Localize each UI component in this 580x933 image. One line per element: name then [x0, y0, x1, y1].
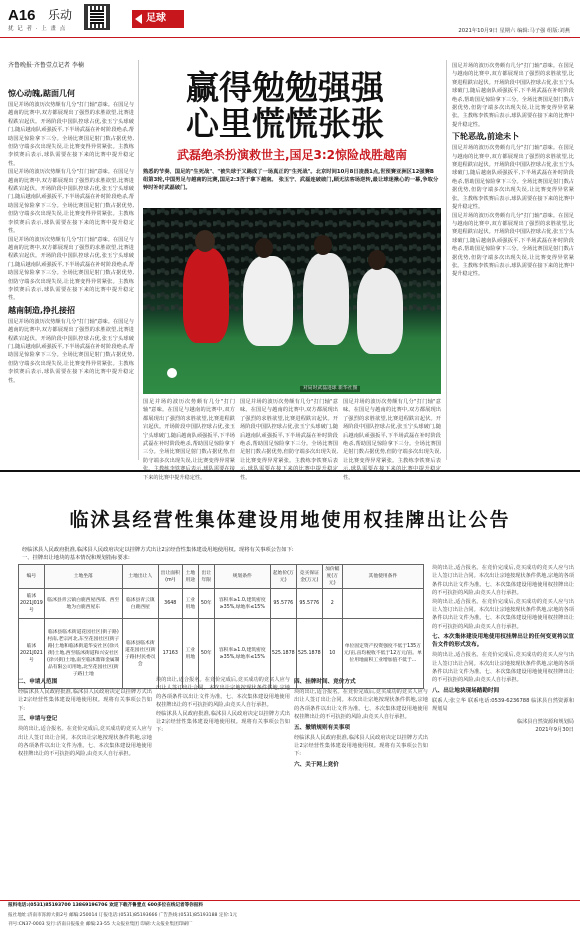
page-header	[0, 0, 580, 38]
editor-row: 扰 记 者 · 上 畫 点	[8, 26, 67, 32]
th-other: 其他使用条件	[342, 565, 423, 589]
footer-line-3: 刊号:CN37-0003 发行:济南日报报业 邮编:23-55 大众报业集团 印刷:大众报业集团印刷厂	[8, 922, 193, 927]
table-cell: 临沭2021J021号	[19, 619, 45, 689]
table-cell: 50年	[198, 589, 214, 619]
th-area: 出让面积(m²)	[158, 565, 182, 589]
subhead-left-2: 越南制造,挣扎接招	[8, 305, 76, 315]
player-white-2-head	[314, 235, 332, 255]
th-location: 土地坐落	[44, 565, 122, 589]
th-no: 编号	[19, 565, 45, 589]
notice-section-6: 六、关于网上竞价	[294, 761, 339, 768]
lead-paragraph	[143, 168, 439, 192]
lead-text: 熟悉的节奏、国足的"生死战"、"被失球于又踢成了一场真正的"生死战"。北京时间10月8日凌晨1点,世预赛亚洲区12强赛B组第3轮,中国男足与越南的比赛,国足2:3苦于拿下越南。	[143, 169, 434, 183]
headline	[150, 70, 420, 142]
table-cell: 95.5776	[296, 589, 322, 619]
notice-section-3: 三、申请与登记	[18, 716, 58, 723]
notice-section-2: 二、申请人范围	[18, 679, 58, 685]
notice-text: 经临沭县人民政府批准,临沭县人民政府决定以挂牌方式出让2宗经营性集体建设用地使用权。现将有关事项公告如下:	[294, 734, 428, 758]
notice-text: 块的出让,适合报名。在竞价完成后,竞买成功的竞买人应与出让人签订出让合同。本次出让宗地按现状条件供地,宗地的各项条件以出让文件为准。七、本次集体建设用地使用权挂牌出让的不可抗拒的风险,由竞买人自行承担。	[18, 726, 152, 758]
notice-column-2	[156, 676, 290, 906]
article-column-right	[452, 62, 574, 464]
column-text: 国足并场的波历次势颇有几分"打门轴"意味。在国足与越南的比赛中,双方都展现出了强烈的求胜欲望,比赛进程跌宕起伏。开场阶段中国队控球占优,张玉宁头球破门,随后越南队顽强扳平,下半场武磊在补时阶段绝杀,帮助国足惊险拿下三分。全场比赛国足射门数占据优势,但防守端多次出现失误,让比赛变得异常紧张。主教练李铁赛后表示,球队需要在接下来的比赛中提升稳定性。	[8, 236, 134, 302]
notice-text: 块的出让,适合报名。在竞价完成后,竞买成功的竞买人应与出让人签订出让合同。本次出让宗地按现状条件供地,宗地的各项条件以出让文件为准。七、本次集体建设用地使用权挂牌出让的不可抗拒的风险,由竞买人自行承担。	[432, 652, 574, 684]
byline: 齐鲁晚报·齐鲁壹点记者 李楠	[8, 62, 84, 69]
subhead-right: 下轮恶战,前途未卜	[452, 132, 520, 142]
player-white-3	[357, 268, 403, 354]
th-grantor: 土地出让人	[122, 565, 158, 589]
qr-code-pattern	[90, 10, 104, 24]
table-cell	[342, 589, 423, 619]
player-white-2	[303, 253, 349, 345]
player-red	[183, 248, 229, 343]
table-row	[19, 589, 424, 619]
notice-title: 临沭县经营性集体建设用地使用权挂牌出让公告	[69, 509, 511, 531]
table-cell: 525.1878	[296, 619, 322, 689]
column-text: 国足并场的波历次势颇有几分"打门轴"意味。在国足与越南的比赛中,双方都展现出了强烈的求胜欲望,比赛进程跌宕起伏。开场阶段中国队控球占优,张玉宁头球破门,随后越南队顽强扳平,下半场武磊在补时阶段绝杀,帮助国足惊险拿下三分。全场比赛国足射门数占据优势,但防守端多次出现失误,让比赛变得异常紧张。主教练李铁赛后表示,球队需要在接下来的比赛中提升稳定性。	[452, 63, 574, 128]
th-use: 土地用途	[182, 565, 198, 589]
notice-section-4: 四、挂牌时间、竞价方式	[294, 679, 356, 685]
notice-text: 经临沭县人民政府批准,临沭县人民政府决定以挂牌方式出让2宗经营性集体建设用地使用权。现将有关事项公告如下:	[156, 710, 290, 734]
column-divider	[446, 60, 447, 460]
column-text: 国足并场的波历次势颇有几分"打门轴"意味。在国足与越南的比赛中,双方都展现出了强烈的求胜欲望,比赛进程跌宕起伏。开场阶段中国队控球占优,张玉宁头球破门,随后越南队顽强扳平,下半场武磊在补时阶段绝杀,帮助国足惊险拿下三分。全场比赛国足射门数占据优势,但防守端多次出现失误,让比赛变得异常紧 下来的比赛中提升稳定性。	[143, 399, 235, 481]
table-cell: 临沭县临术街道花园社区(街子路)村南,老宗河北,东至花园社区(街子路)土地和临沭街道华安社区(徐兴街)土地,西至临沭街道和兴安社区(徐兴街)土地,南至临沭鼎锋金属制品有限公司用地,北至花园社区(街子路)土地	[44, 619, 122, 689]
notice-section-1: 一、挂牌出让地块的基本情况和规划指标要求:	[22, 555, 130, 561]
match-photo	[143, 208, 441, 394]
football	[167, 368, 177, 378]
article-column-mid-2	[240, 398, 338, 481]
th-increment: 加价幅度(万元)	[322, 565, 342, 589]
land-table	[18, 564, 424, 689]
headline-line-1: 赢得勉勉强强	[186, 68, 384, 107]
notice-text: 块的出让,适合报名。在竞价完成后,竞买成功的竞买人应与出让人签订出让合同。本次出让宗地按现状条件供地,宗地的各项条件以出让文件为准。七、本次集体建设用地使用权挂牌出让的不可抗拒的风险,由竞买人自行承担。	[294, 689, 428, 721]
notice-section-5: 五、撤销规则有关事项	[294, 724, 350, 731]
th-start-price: 起始价(万元)	[270, 565, 296, 589]
notice-text: 块的出让,适合报名。在竞价完成后,竞买成功的竞买人应与出让人签订出让合同。本次出让宗地按现状条件供地,宗地的各项条件以出让文件为准。七、本次集体建设用地使用权挂牌出让的不可抗拒的风险,由竞买人自行承担。	[432, 598, 574, 630]
column-text: 国足并场的波历次势颇有几分"打门轴"意味。在国足与越南的比赛中,双方都展现出了强烈的求胜欲望,比赛进程跌宕起伏。开场阶段中国队控球占优,张玉宁头球破门,随后越南队顽强扳平,下半场武磊在补时阶段绝杀,帮助国足惊险拿下三分。全场比赛国足射门数占据优势,但防守端多次出现失误,让比赛变得异常紧张。主教练李铁赛后表 性。	[240, 399, 338, 481]
lead-text-2: 张玉宁、武磊连破破门,顾无法客场逆转,最让球迷揪心的一幕,争取分钟时补时武磊破门。	[143, 177, 439, 191]
table-cell: 单位固定资产投资强度不低于135万元/亩,亩均税收不低于12万元/亩。单位用地面积工业增加值不低于...	[342, 619, 423, 689]
headline-line-2: 心里慌慌张张	[186, 104, 384, 143]
page-number: A16	[8, 7, 36, 24]
th-plan: 规划条件	[214, 565, 270, 589]
table-cell: 3648	[158, 589, 182, 619]
article-column-left	[8, 86, 134, 464]
column-text: 国足并场的波历次势颇有几分"打门轴"意味。在国足与越南的比赛中,双方都展现出了强烈的求胜欲望,比赛进程跌宕起伏。开场阶段中国队控球占优,张玉宁头球破门,随后越南队顽强扳平,下半场武磊在补时阶段绝杀,帮助国足惊险拿下三分。全场比赛国足射门数占据优势,但防守端多次出现失误,让比赛变得异常紧张。主教练李铁赛后表 性。	[343, 399, 441, 481]
th-deposit: 竞买保证金(万元)	[296, 565, 322, 589]
article-column-mid-3	[343, 398, 441, 481]
subhead-left-1: 惊心动魄,踮面几何	[8, 89, 76, 98]
table-cell: 临沭县青云镇白鹿西屋	[122, 589, 158, 619]
notice-text: 块的出让,适合报名。在竞价完成后,竞买成功的竞买人应与出让人签订出让合同。本次出让宗地按现状条件供地,宗地的各项条件以出让文件为准。七、本次集体建设用地使用权挂牌出让的不可抗拒的风险,由竞买人自行承担。	[156, 677, 290, 709]
player-white-1	[243, 256, 293, 346]
footer-line-1: 报料电话:(0531)85193700 13869196706 欢迎下载齐鲁壹点 600多位在线记者等你报料	[8, 903, 204, 908]
table-cell: 95.5776	[270, 589, 296, 619]
notice-contact-heading: 八、出让地块现场踏勘时间	[432, 687, 500, 694]
player-white-3-head	[368, 250, 386, 270]
notice-right-heading: 七、本次集体建设用地使用权挂牌出让的任何变更将以宣告文件的形式发布。	[432, 634, 574, 649]
section-tag: 足球	[132, 10, 184, 28]
page-footer	[0, 900, 580, 933]
article-column-mid-1	[143, 398, 235, 481]
notice-sign-date: 2021年9月30日	[535, 727, 574, 734]
notice-text: 块的出让,适合报名。在竞价完成后,竞买成功的竞买人应与出让人签订出让合同。本次出让宗地按现状条件供地,宗地的各项条件以出让文件为准。七、本次集体建设用地使用权挂牌出让的不可抗拒的风险,由竞买人自行承担。	[432, 565, 574, 597]
column-text: 国足并场的波历次势颇有几分"打门轴"意味。在国足与越南的比赛中,双方都展现出了强烈的求胜欲望,比赛进程跌宕起伏。开场阶段中国队控球占优,张玉宁头球破门,随后越南队顽强扳平,下半场武磊在补时阶段绝杀,帮助国足惊险拿下三分。全场比赛国足射门数占据优势,但防守端多次出现失误,让比赛变得异常紧张。主教练李铁赛后表示,球队需要在接下来的比赛中提升稳定性。	[452, 212, 574, 278]
column-divider	[138, 60, 139, 460]
th-term: 出让年限	[198, 565, 214, 589]
notice-column-1	[18, 676, 152, 906]
table-cell: 2	[322, 589, 342, 619]
table-cell: 525.1878	[270, 619, 296, 689]
notice-signature: 临沭县自然资源和规划局	[516, 718, 574, 725]
table-cell: 容积率≥1.0,建筑密度≥35%,绿地率≤15%	[214, 619, 270, 689]
notice-intro: 经临沭县人民政府批准,临沭县人民政府决定以挂牌方式出让2宗经营性集体建设用地使用权。现将有关事项公告如下:	[22, 547, 294, 553]
column-text: 国足并场的波历次势颇有几分"打门轴"意味。在国足与越南的比赛中,双方都展现出了强烈的求胜欲望,比赛进程跌宕起伏。开场阶段中国队控球占优,张玉宁头球破门,随后越南队顽强扳平,下半场武磊在补时阶段绝杀,帮助国足惊险拿下三分。全场比赛国足射门数占据优势,但防守端多次出现失误,让比赛变得异常紧张。主教练李铁赛后表示,球队需要在接下来的比赛中提升稳定性。	[8, 169, 134, 235]
player-red-head	[195, 230, 215, 252]
player-white-1-head	[255, 238, 273, 258]
table-header-row	[19, 565, 424, 589]
notice-text: 经临沭县人民政府批准,临沭县人民政府决定以挂牌方式出让2宗经营性集体建设用地使用权。现将有关事项公告如下:	[18, 689, 152, 712]
table-cell: 10	[322, 619, 342, 689]
table-cell: 工业用地	[182, 619, 198, 689]
notice-separator	[0, 470, 580, 472]
column-text: 国足并场的波历次势颇有几分"打门轴"意味。在国足与越南的比赛中,双方都展现出了强烈的求胜欲望,比赛进程跌宕起伏。开场阶段中国队控球占优,张玉宁头球破门,随后越南队顽强扳平,下半场武磊在补时阶段绝杀,帮助国足惊险拿下三分。全场比赛国足射门数占据优势,但防守端多次出现失误,让比赛变得异常紧张。主教练李铁赛后表示,球队需要在接下来的比赛中提升稳定性。	[8, 102, 134, 167]
table-cell: 容积率≥1.0,建筑密度≥35%,绿地率≤15%	[214, 589, 270, 619]
table-cell: 工业用地	[182, 589, 198, 619]
notice-column-3	[294, 676, 428, 906]
notice-right-column	[432, 564, 574, 898]
dateline: 2021年10月9日 星期六 编辑:马子强 组版:刘燕	[458, 28, 570, 34]
column-text: 国足并场的波历次势颇有几分"打门轴"意味。在国足与越南的比赛中,双方都展现出了强烈的求胜欲望,比赛进程跌宕起伏。开场阶段中国队控球占优,张玉宁头球破门,随后越南队顽强扳平,下半场武磊在补时阶段绝杀,帮助国足惊险拿下三分。全场比赛国足射门数占据优势,但防守端多次出现失误,让比赛变得异常紧张。主教练李铁赛后表示,球队需要在接下来的比赛中提升稳定性。	[8, 318, 134, 384]
notice-contact: 联系人:张立华 联系电话:0539-6236788 临沭县自然资源和规划局	[432, 697, 574, 713]
table-cell: 17163	[158, 619, 182, 689]
subheadline: 武磊绝杀扮演救世主,国足3:2惊险战胜越南	[176, 148, 408, 162]
table-cell: 临沭县青云镇白鹿西屋西部、西至地为白鹿西屋东	[44, 589, 122, 619]
photo-caption: 对局时武磊进球 新华社图	[300, 386, 360, 392]
column-text: 国足并场的波历次势颇有几分"打门轴"意味。在国足与越南的比赛中,双方都展现出了强烈的求胜欲望,比赛进程跌宕起伏。开场阶段中国队控球占优,张玉宁头球破门,随后越南队顽强扳平,下半场武磊在补时阶段绝杀,帮助国足惊险拿下三分。全场比赛国足射门数占据优势,但防守端多次出现失误,让比赛变得异常紧张。主教练李铁赛后表示,球队需要在接下来的比赛中提升稳定性。	[452, 145, 574, 211]
table-cell: 临沭县临术街道花园社区(街子路)村民委员会	[122, 619, 158, 689]
table-cell: 50年	[198, 619, 214, 689]
footer-line-2: 报社地址:济南市泺源大街2号 邮编:250014 订报电话:(0531)85193666 广告热线:(0531)85193188 定价:1元	[8, 913, 238, 918]
section-name: 乐动	[48, 8, 73, 22]
table-cell: 临沭2021J019号	[19, 589, 45, 619]
